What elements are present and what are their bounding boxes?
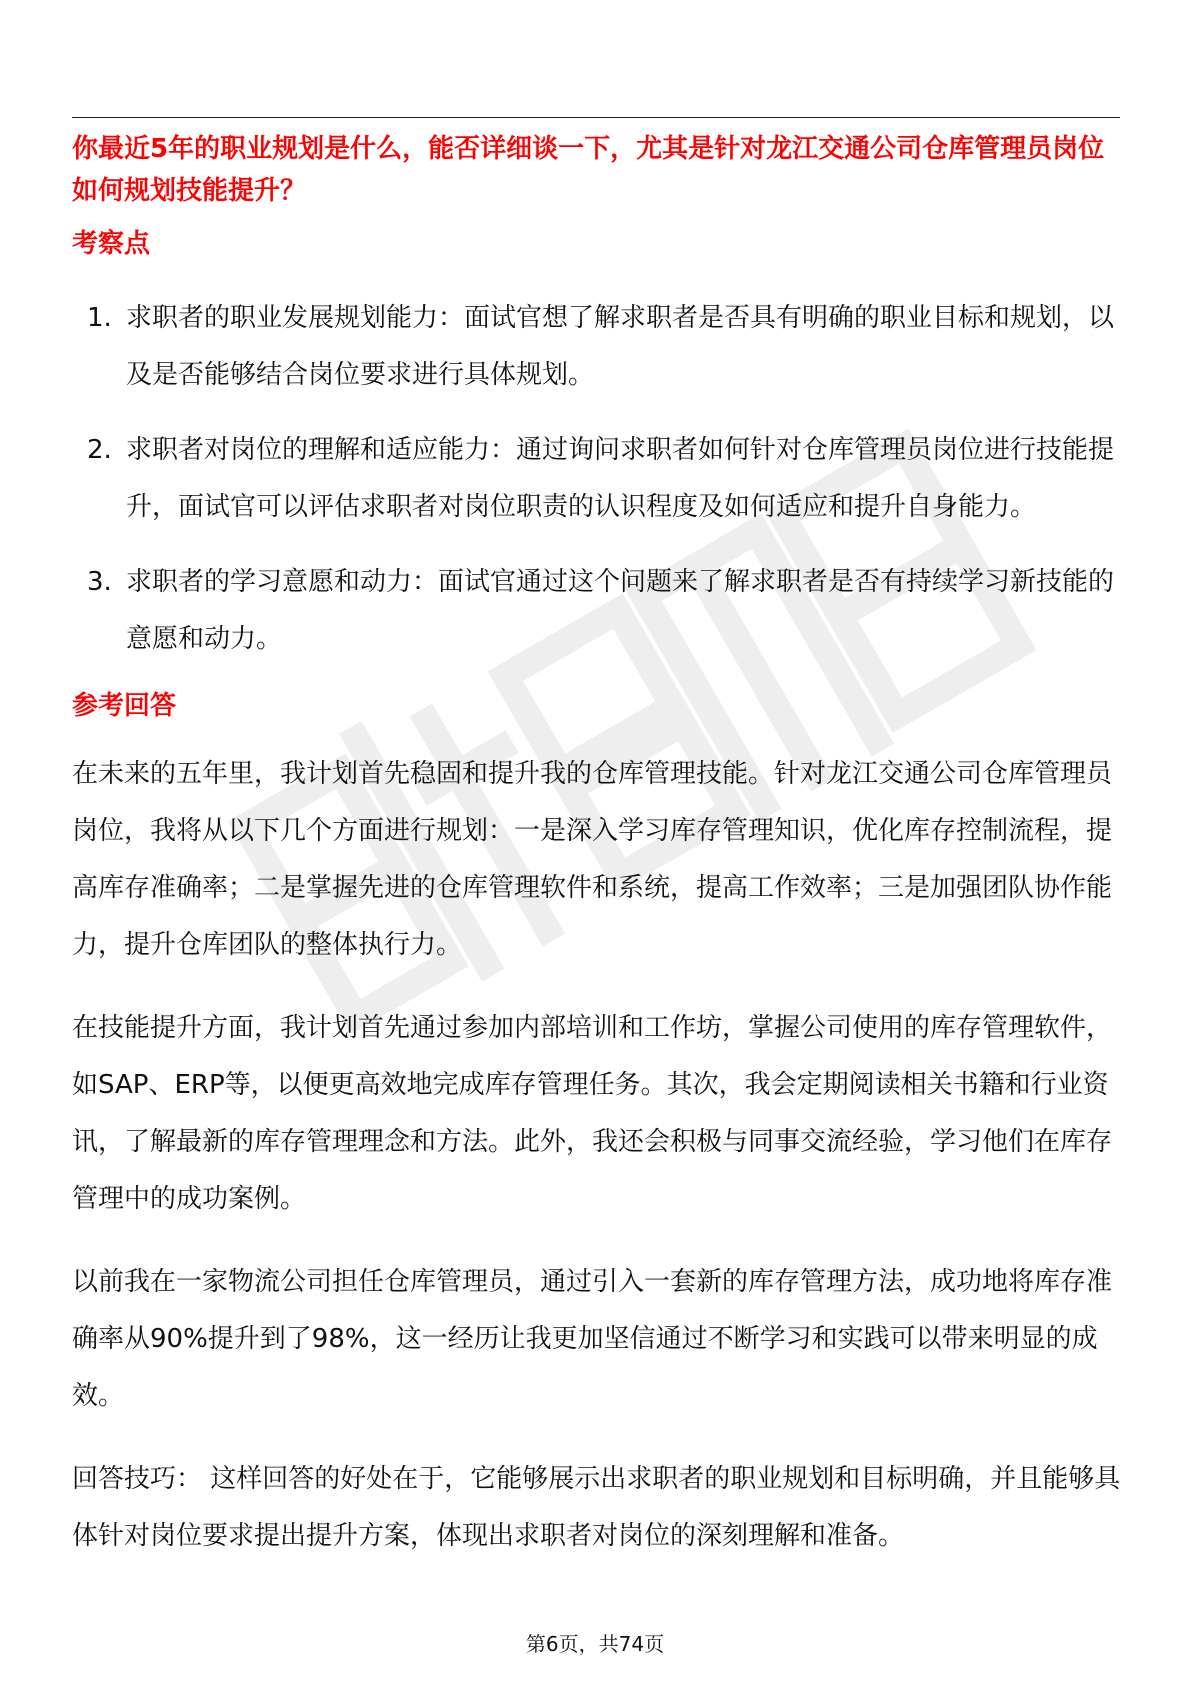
interview-question: 你最近5年的职业规划是什么，能否详细谈一下，尤其是针对龙江交通公司仓库管理员岗位如何规划技能提升？ bbox=[72, 134, 1105, 206]
answer-paragraph: 在未来的五年里，我计划首先稳固和提升我的仓库管理技能。针对龙江交通公司仓库管理员岗位，我将从以下几个方面进行规划：一是深入学习库存管理知识，优化库存控制流程，提高库存准确率；二是掌握先进的仓库管理软件和系统，提高工作效率；三是加强团队协作能力，提升仓库团队的整体执行力。 bbox=[72, 759, 1113, 960]
examination-points-list bbox=[72, 290, 1122, 668]
answer-paragraph: 在技能提升方面，我计划首先通过参加内部培训和工作坊，掌握公司使用的库存管理软件，如SAP、ERP等，以便更高效地完成库存管理任务。其次，我会定期阅读相关书籍和行业资讯，了解最新的库存管理理念和方法。此外，我还会积极与同事交流经验，学习他们在库存管理中的成功案例。 bbox=[72, 1013, 1113, 1214]
list-item bbox=[72, 554, 1122, 668]
top-divider bbox=[72, 117, 1120, 118]
list-item-text: 求职者的职业发展规划能力：面试官想了解求职者是否具有明确的职业目标和规划，以及是否能够结合岗位要求进行具体规划。 bbox=[126, 303, 1115, 390]
answer-paragraph: 以前我在一家物流公司担任仓库管理员，通过引入一套新的库存管理方法，成功地将库存准确率从90%提升到了98%，这一经历让我更加坚信通过不断学习和实践可以带来明显的成效。 bbox=[72, 1267, 1113, 1411]
answer-tips-paragraph: 回答技巧： 这样回答的好处在于，它能够展示出求职者的职业规划和目标明确，并且能够具体针对岗位要求提出提升方案，体现出求职者对岗位的深刻理解和准备。 bbox=[72, 1464, 1121, 1551]
list-item-number: 2. bbox=[87, 435, 112, 465]
examination-points-heading: 考察点 bbox=[72, 229, 151, 259]
list-item-text: 求职者的学习意愿和动力：面试官通过这个问题来了解求职者是否有持续学习新技能的意愿和动力。 bbox=[126, 567, 1115, 654]
list-item-text: 求职者对岗位的理解和适应能力：通过询问求职者如何针对仓库管理员岗位进行技能提升，面试官可以评估求职者对岗位职责的认识程度及如何适应和提升自身能力。 bbox=[126, 435, 1115, 522]
reference-answer-heading: 参考回答 bbox=[72, 691, 177, 721]
list-item bbox=[72, 290, 1122, 404]
page-number: 第6页，共74页 bbox=[525, 1632, 665, 1656]
list-item-number: 1. bbox=[87, 303, 112, 333]
list-item-number: 3. bbox=[87, 567, 112, 597]
document-body bbox=[72, 128, 1122, 1565]
list-item bbox=[72, 422, 1122, 536]
